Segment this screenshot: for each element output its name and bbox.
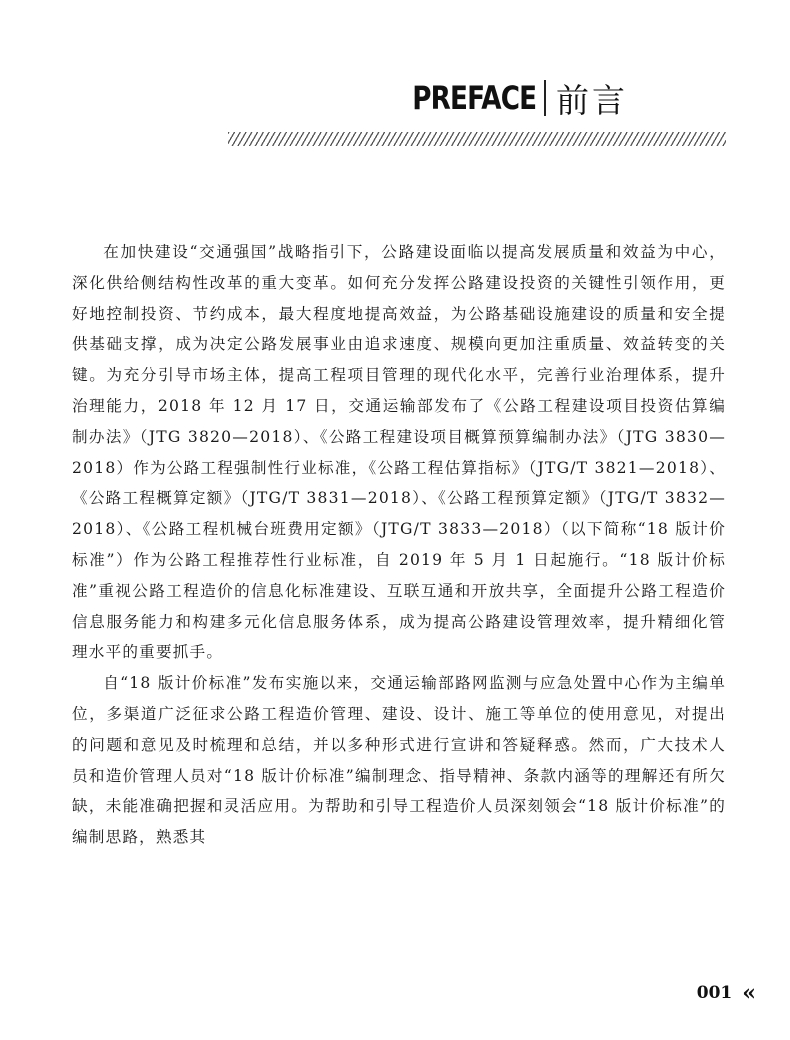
preface-title-en: PREFACE xyxy=(411,79,536,117)
page-header xyxy=(385,72,628,124)
double-chevron-left-icon: « xyxy=(742,980,756,1006)
header-divider xyxy=(544,80,546,116)
paragraph-2: 自“18 版计价标准”发布实施以来，交通运输部路网监测与应急处置中心作为主编单位，多渠道广泛征求公路工程造价管理、建设、设计、施工等单位的使用意见，对提出的问题和意见及时梳理和总结，并以多种形式进行宣讲和答疑释惑。然而，广大技术人员和造价管理人员对“18 版计价标准”编制理念、指导精神、条款内涵等的理解还有所欠缺，未能准确把握和灵活应用。为帮助和引导工程造价人员深刻领会“18 版计价标准”的编制思路，熟悉其 xyxy=(72,674,726,847)
page-number: 001 xyxy=(696,983,733,1003)
paragraph-1: 在加快建设“交通强国”战略指引下，公路建设面临以提高发展质量和效益为中心，深化供给侧结构性改革的重大变革。如何充分发挥公路建设投资的关键性引领作用，更好地控制投资、节约成本，最大程度地提高效益，为公路基础设施建设的质量和安全提供基础支撑，成为决定公路发展事业由追求速度、规模向更加注重质量、效益转变的关键。为充分引导市场主体，提高工程项目管理的现代化水平，完善行业治理体系，提升治理能力，2018 年 12 月 17 日，交通运输部发布了《公路工程建设项目投资估算编制办法》（JTG 3820—2018）、《公路工程建设项目概算预算编制办法》（JTG 3830—2018）作为公路工程强制性行业标准，《公路工程估算指标》（JTG/T 3821—2018）、《公路工程概算定额》（JTG/T 3831—2018）、《公路工程预算定额》（JTG/T 3832—2018）、《公路工程机械台班费用定额》（JTG/T 3833—2018）（以下简称“18 版计价标准”）作为公路工程推荐性行业标准，自 2019 年 5 月 1 日起施行。“18 版计价标准”重视公路工程造价的信息化标准建设、互联互通和开放共享，全面提升公路工程造价信息服务能力和构建多元化信息服务体系，成为提高公路建设管理效率，提升精细化管理水平的重要抓手。 xyxy=(72,243,726,662)
hatched-rule xyxy=(228,132,726,146)
preface-title-cn: 前言 xyxy=(556,80,628,120)
page-footer xyxy=(697,982,756,1004)
body-text xyxy=(72,237,726,853)
